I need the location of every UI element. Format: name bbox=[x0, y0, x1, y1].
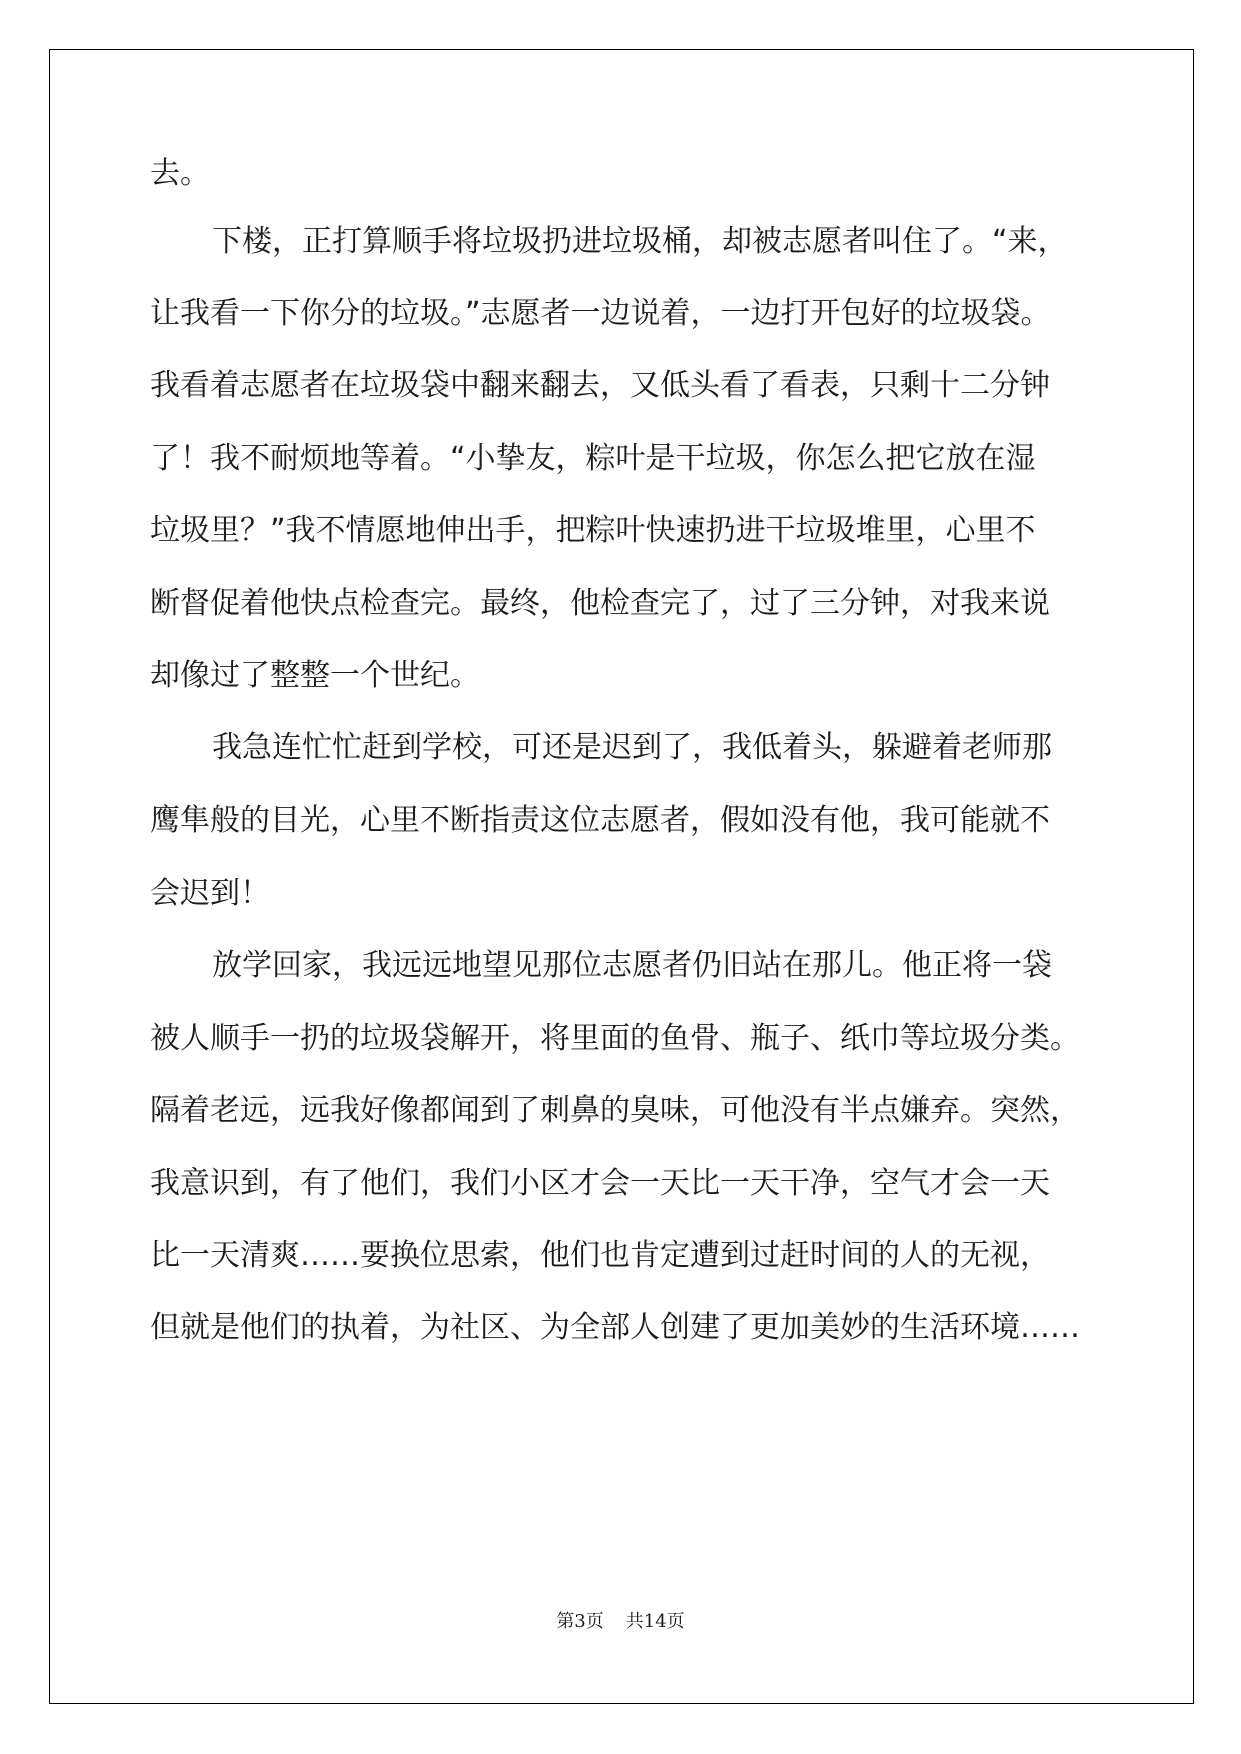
body-line: 让我看一下你分的垃圾。”志愿者一边说着，一边打开包好的垃圾袋。 bbox=[150, 296, 1051, 331]
body-line: 鹰隼般的目光，心里不断指责这位志愿者，假如没有他，我可能就不 bbox=[150, 803, 1050, 838]
body-line: 比一天清爽……要换位思索，他们也肯定遭到过赶时间的人的无视， bbox=[150, 1238, 1050, 1273]
paragraph-first-line: 我急连忙忙赶到学校，可还是迟到了，我低着头，躲避着老师那 bbox=[212, 730, 1052, 765]
body-line: 被人顺手一扔的垃圾袋解开，将里面的鱼骨、瓶子、纸巾等垃圾分类。 bbox=[150, 1021, 1080, 1056]
body-line: 去。 bbox=[150, 156, 210, 191]
page-total: 共14页 bbox=[625, 1611, 685, 1632]
body-line: 我意识到，有了他们，我们小区才会一天比一天干净，空气才会一天 bbox=[150, 1166, 1050, 1201]
body-line: 垃圾里？”我不情愿地伸出手，把粽叶快速扔进干垃圾堆里，心里不 bbox=[150, 513, 1036, 548]
body-line: 隔着老远，远我好像都闻到了刺鼻的臭味，可他没有半点嫌弃。突然， bbox=[150, 1093, 1080, 1128]
body-line: 会迟到！ bbox=[150, 876, 270, 911]
paragraph-first-line: 下楼，正打算顺手将垃圾扔进垃圾桶，却被志愿者叫住了。“来， bbox=[212, 224, 1068, 259]
body-line: 但就是他们的执着，为社区、为全部人创建了更加美妙的生活环境…… bbox=[150, 1310, 1080, 1345]
paragraph-first-line: 放学回家，我远远地望见那位志愿者仍旧站在那儿。他正将一袋 bbox=[212, 948, 1052, 983]
body-line: 我看着志愿者在垃圾袋中翻来翻去，又低头看了看表，只剩十二分钟 bbox=[150, 368, 1050, 403]
body-line: 了！我不耐烦地等着。“小挚友，粽叶是干垃圾，你怎么把它放在湿 bbox=[150, 441, 1036, 476]
page-number: 第3页 bbox=[556, 1611, 604, 1632]
page-footer bbox=[0, 1610, 1241, 1634]
body-line: 断督促着他快点检查完。最终，他检查完了，过了三分钟，对我来说 bbox=[150, 586, 1050, 621]
body-line: 却像过了整整一个世纪。 bbox=[150, 658, 480, 693]
